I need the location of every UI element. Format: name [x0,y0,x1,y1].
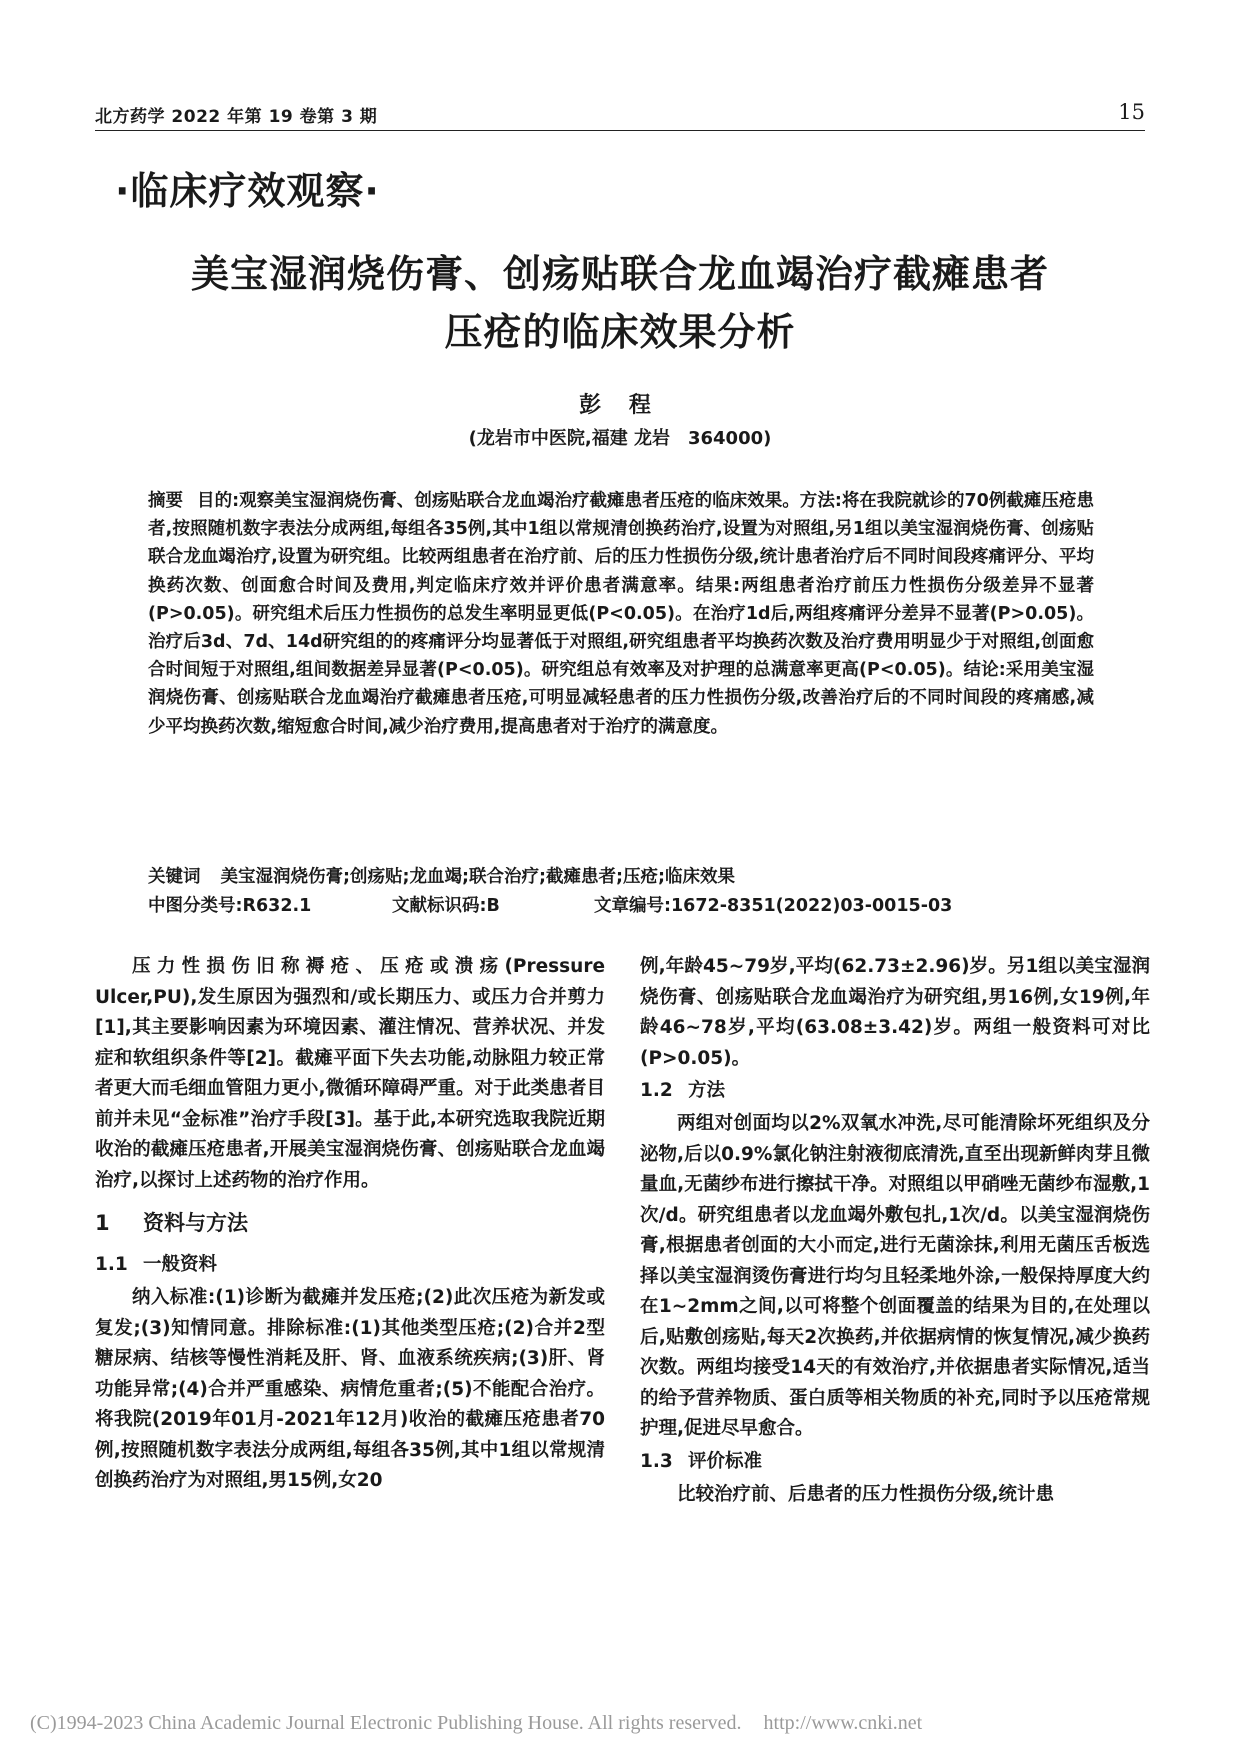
journal-issue: 北方药学 2022 年第 19 卷第 3 期 [95,107,378,127]
copyright-text: (C)1994-2023 China Academic Journal Electronic Publishing House. All rights reserved. [30,1712,742,1734]
general-data-paragraph: 纳入标准:(1)诊断为截瘫并发压疮;(2)此次压疮为新发或复发;(3)知情同意。排除标准:(1)其他类型压疮;(2)合并2型糖尿病、结核等慢性消耗及肝、肾、血液系统疾病;(3)肝、肾功能异常;(4)合并严重感染、病情危重者;(5)不能配合治疗。将我院(2019年01月-2021年12月)收治的截瘫压疮患者70例,按照随机数字表法分成两组,每组各35例,其中1组以常规清创换药治疗为对照组,男15例,女20 [95,1287,605,1491]
criteria-paragraph: 比较治疗前、后患者的压力性损伤分级,统计患 [677,1483,1055,1505]
section-heading-1-2: 1.2 方法 [640,1080,726,1101]
abstract-text: 目的:观察美宝湿润烧伤膏、创疡贴联合龙血竭治疗截瘫患者压疮的临床效果。方法:将在我院就诊的70例截瘫压疮患者,按照随机数字表法分成两组,每组各35例,其中1组以常规清创换药治疗,设置为对照组,另1组以美宝湿润烧伤膏、创疡贴联合龙血竭治疗,设置为研究组。比较两组患者在治疗前、后的压力性损伤分级,统计患者治疗后不同时间段疼痛评分、平均换药次数、创面愈合时间及费用,判定临床疗效并评价患者满意率。结果:两组患者治疗前压力性损伤分级差异不显著(P>0.05)。研究组术后压力性损伤的总发生率明显更低(P<0.05)。在治疗1d后,两组疼痛评分差异不显著(P>0.05)。治疗后3d、7d、14d研究组的的疼痛评分均显著低于对照组,研究组患者平均换药次数及治疗费用明显少于对照组,创面愈合时间短于对照组,组间数据差异显著(P<0.05)。研究组总有效率及对护理的总满意率更高(P<0.05)。结论:采用美宝湿润烧伤膏、创疡贴联合龙血竭治疗截瘫患者压疮,可明显减轻患者的压力性损伤分级,改善治疗后的不同时间段的疼痛感,减少平均换药次数,缩短愈合时间,减少治疗费用,提高患者对于治疗的满意度。 [148,491,1094,737]
methods-paragraph: 两组对创面均以2%双氧水冲洗,尽可能清除坏死组织及分泌物,后以0.9%氯化钠注射液彻底清洗,直至出现新鲜肉芽且微量血,无菌纱布进行擦拭干净。对照组以甲硝唑无菌纱布湿敷,1次/d。研究组患者以龙血竭外敷包扎,1次/d。以美宝湿润烧伤膏,根据患者创面的大小而定,进行无菌涂抹,利用无菌压舌板选择以美宝湿润烫伤膏进行均匀且轻柔地外涂,一般保持厚度大约在1~2mm之间,以可将整个创面覆盖的结果为目的,在处理以后,贴敷创疡贴,每天2次换药,并依据病情的恢复情况,减少换药次数。两组均接受14天的有效治疗,并依据患者实际情况,适当的给予营养物质、蛋白质等相关物质的补充,同时予以压疮常规护理,促进尽早愈合。 [640,1113,1150,1439]
running-header [95,100,1145,131]
keywords-label: 关键词 [148,867,201,887]
copyright-footer [30,1712,1230,1735]
general-data-continued: 例,年龄45~79岁,平均(62.73±2.96)岁。另1组以美宝湿润烧伤膏、创疡贴联合龙血竭治疗为研究组,男16例,女19例,年龄46~78岁,平均(63.08±3.42)岁。两组一般资料可对比(P>0.05)。 [640,956,1150,1069]
document-code: 文献标识码:B [392,896,500,916]
intro-paragraph: 压力性损伤旧称褥疮、压疮或溃疡(Pressure Ulcer,PU),发生原因为强烈和/或长期压力、或压力合并剪力[1],其主要影响因素为环境因素、灌注情况、营养状况、并发症和软组织条件等[2]。截瘫平面下失去功能,动脉阻力较正常者更大而毛细血管阻力更小,微循环障碍严重。对于此类患者目前并未见“金标准”治疗手段[3]。基于此,本研究选取我院近期收治的截瘫压疮患者,开展美宝湿润烧伤膏、创疡贴联合龙血竭治疗,以探讨上述药物的治疗作用。 [95,956,605,1191]
author: 彭 程 [579,393,661,418]
section-tag: ·临床疗效观察· [115,169,380,213]
abstract-label: 摘要 [148,491,184,511]
right-column [640,952,1150,1510]
cnki-url: http://www.cnki.net [763,1712,923,1734]
article-title [0,245,1240,361]
affiliation: (龙岩市中医院,福建 龙岩 364000) [468,428,772,449]
page-number: 15 [1118,100,1145,124]
abstract [148,487,1094,741]
section-heading-1: 1 资料与方法 [95,1211,248,1235]
keywords-text: 美宝湿润烧伤膏;创疡贴;龙血竭;联合治疗;截瘫患者;压疮;临床效果 [220,867,735,887]
section-heading-1-1: 1.1 一般资料 [95,1254,218,1275]
left-column [95,952,605,1497]
title-line-2: 压疮的临床效果分析 [444,310,796,354]
keywords [148,863,1094,888]
section-heading-1-3: 1.3 评价标准 [640,1450,763,1472]
article-number: 文章编号:1672-8351(2022)03-0015-03 [594,896,953,916]
clc-number: 中图分类号:R632.1 [148,896,312,916]
title-line-1: 美宝湿润烧伤膏、创疡贴联合龙血竭治疗截瘫患者 [190,252,1049,296]
